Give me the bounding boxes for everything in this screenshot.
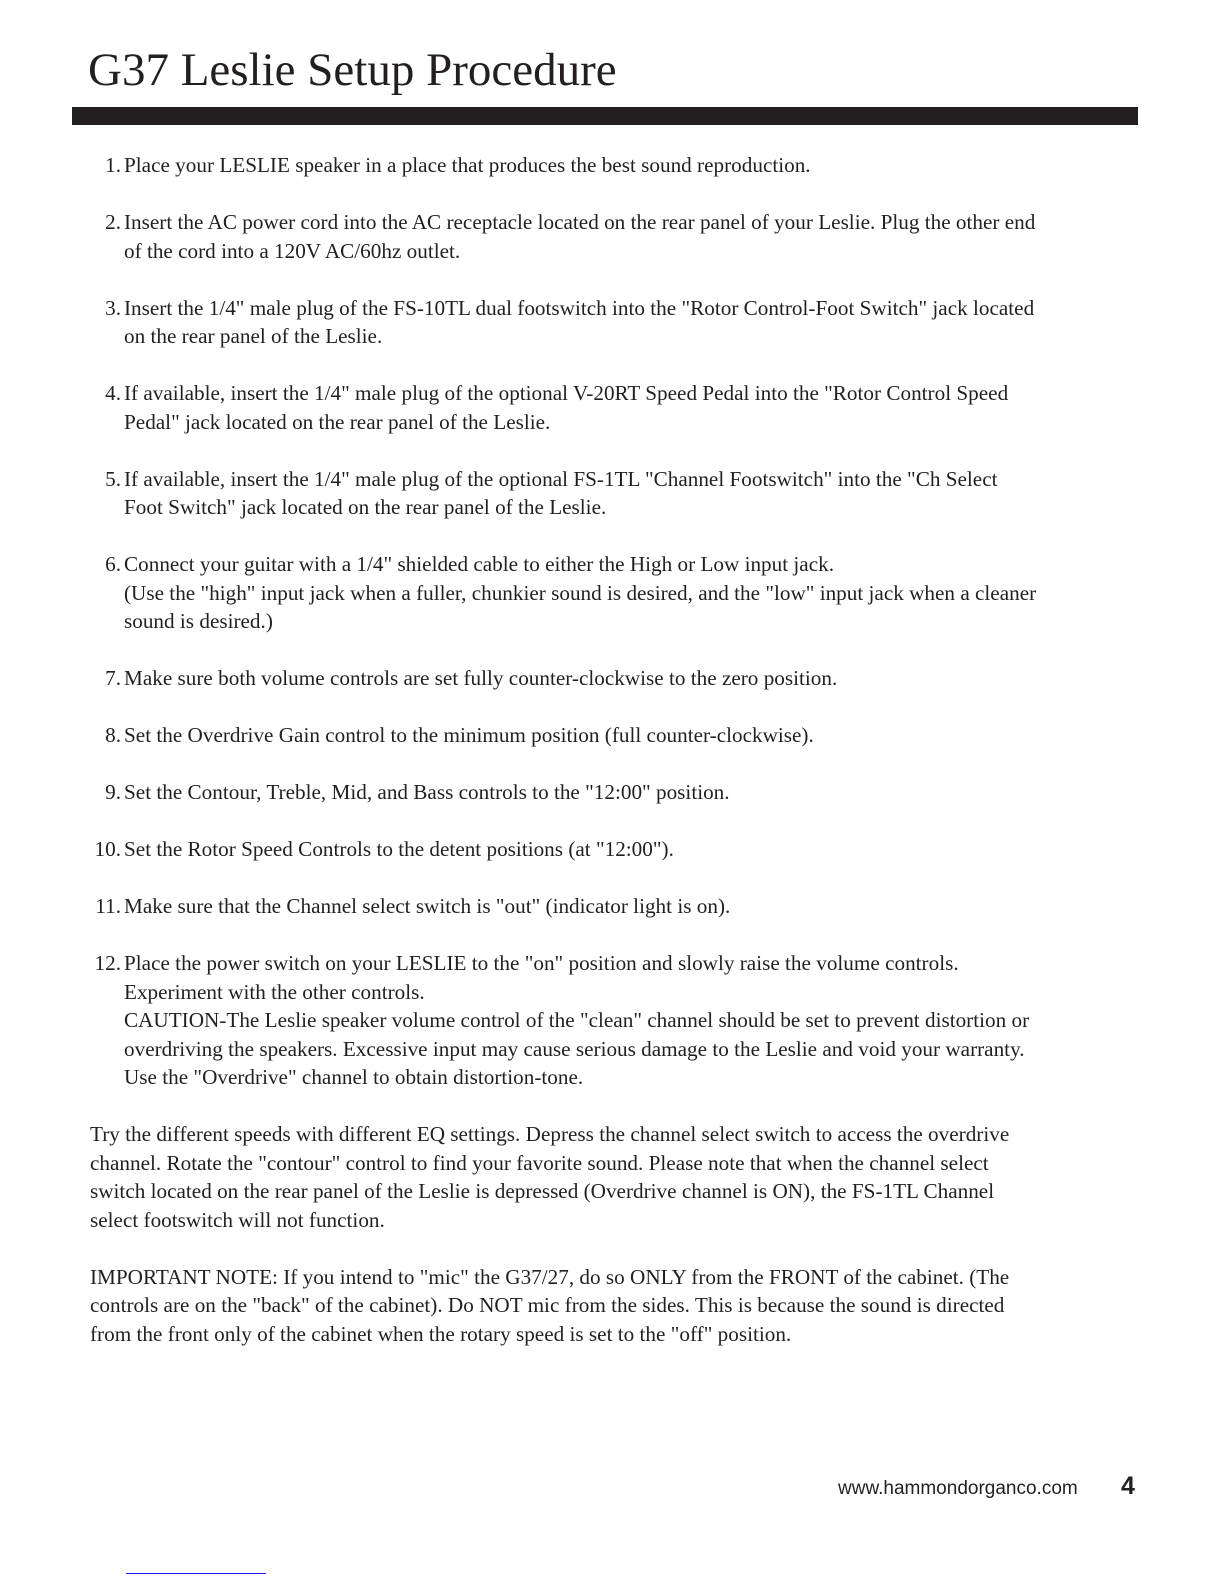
step-text-line: CAUTION-The Leslie speaker volume control of the "clean" channel should be set to prevent distortion or bbox=[124, 1008, 1030, 1032]
step-text-line: Set the Contour, Treble, Mid, and Bass controls to the "12:00" position. bbox=[124, 780, 730, 804]
step-text-line: Pedal" jack located on the rear panel of the Leslie. bbox=[124, 409, 551, 434]
step-number: 10. bbox=[94, 837, 121, 861]
step-text-line: on the rear panel of the Leslie. bbox=[124, 324, 383, 348]
step-number: 5. bbox=[105, 466, 121, 491]
step-number: 2. bbox=[105, 210, 121, 234]
paragraph-line: controls are on the "back" of the cabinet). Do NOT mic from the sides. This is because the sound is directed bbox=[90, 1293, 1005, 1317]
step-text-line: Place the power switch on your LESLIE to the "on" position and slowly raise the volume controls. bbox=[124, 951, 959, 975]
paragraph-line: IMPORTANT NOTE: If you intend to "mic" the G37/27, do so ONLY from the FRONT of the cabinet. (The bbox=[90, 1264, 1010, 1289]
paragraph-line: from the front only of the cabinet when the rotary speed is set to the "off" position. bbox=[90, 1321, 792, 1346]
note-paragraph bbox=[0, 1120, 1225, 1234]
step-text-line: Foot Switch" jack located on the rear panel of the Leslie. bbox=[124, 495, 607, 519]
step-text-line: Make sure both volume controls are set fully counter-clockwise to the zero position. bbox=[124, 666, 838, 690]
step-item bbox=[0, 778, 1225, 807]
footer-url: www.hammondorganco.com bbox=[838, 1478, 1078, 1499]
step-item bbox=[0, 721, 1225, 750]
step-text-line: Make sure that the Channel select switch is "out" (indicator light is on). bbox=[124, 894, 731, 918]
link-underline bbox=[126, 1573, 266, 1574]
step-item bbox=[0, 835, 1225, 864]
step-number: 8. bbox=[105, 723, 121, 747]
step-item bbox=[0, 208, 1225, 265]
page-title: G37 Leslie Setup Procedure bbox=[88, 44, 617, 96]
step-text-line: If available, insert the 1/4" male plug of the optional FS-1TL "Channel Footswitch" into the "Ch Select bbox=[124, 466, 998, 491]
paragraph-line: select footswitch will not function. bbox=[90, 1207, 385, 1232]
step-item bbox=[0, 151, 1225, 180]
step-number: 1. bbox=[105, 153, 121, 177]
paragraph-line: channel. Rotate the "contour" control to find your favorite sound. Please note that when the channel select bbox=[90, 1150, 989, 1175]
step-number: 7. bbox=[105, 666, 121, 690]
procedure-content bbox=[0, 151, 1225, 1377]
step-text-line: Experiment with the other controls. bbox=[124, 979, 425, 1004]
step-text-line: If available, insert the 1/4" male plug of the optional V-20RT Speed Pedal into the "Rotor Control Speed bbox=[124, 381, 1009, 405]
step-item bbox=[0, 664, 1225, 693]
step-number: 11. bbox=[95, 894, 121, 918]
step-text-line: Use the "Overdrive" channel to obtain distortion-tone. bbox=[124, 1065, 584, 1089]
step-text-line: Connect your guitar with a 1/4" shielded cable to either the High or Low input jack. bbox=[124, 552, 835, 576]
step-text-line: Place your LESLIE speaker in a place that produces the best sound reproduction. bbox=[124, 153, 811, 177]
step-text-line: Set the Rotor Speed Controls to the detent positions (at "12:00"). bbox=[124, 837, 674, 861]
step-text-line: (Use the "high" input jack when a fuller, chunkier sound is desired, and the "low" input jack when a cleaner bbox=[124, 580, 1037, 605]
step-number: 3. bbox=[105, 295, 121, 320]
step-number: 9. bbox=[105, 780, 121, 804]
paragraph-line: Try the different speeds with different EQ settings. Depress the channel select switch to access the overdrive bbox=[90, 1122, 1010, 1146]
step-text-line: Insert the 1/4" male plug of the FS-10TL dual footswitch into the "Rotor Control-Foot Switch" jack located bbox=[124, 295, 1035, 320]
step-item bbox=[0, 379, 1225, 436]
title-divider-bar bbox=[72, 107, 1138, 125]
step-number: 4. bbox=[105, 381, 121, 405]
step-text-line: of the cord into a 120V AC/60hz outlet. bbox=[124, 238, 461, 263]
step-item bbox=[0, 465, 1225, 522]
step-item bbox=[0, 550, 1225, 636]
step-item bbox=[0, 294, 1225, 351]
step-text-line: Insert the AC power cord into the AC receptacle located on the rear panel of your Leslie. Plug the other end bbox=[124, 210, 1036, 234]
step-item bbox=[0, 949, 1225, 1092]
step-number: 12. bbox=[94, 951, 121, 975]
step-text-line: Set the Overdrive Gain control to the minimum position (full counter-clockwise). bbox=[124, 723, 814, 747]
step-item bbox=[0, 892, 1225, 921]
step-text-line: sound is desired.) bbox=[124, 609, 273, 633]
paragraph-line: switch located on the rear panel of the Leslie is depressed (Overdrive channel is ON), the FS-1TL Channel bbox=[90, 1179, 995, 1203]
step-number: 6. bbox=[105, 552, 121, 576]
step-text-line: overdriving the speakers. Excessive input may cause serious damage to the Leslie and void your warranty. bbox=[124, 1036, 1025, 1061]
page-number: 4 bbox=[1121, 1472, 1135, 1500]
note-paragraph bbox=[0, 1263, 1225, 1349]
